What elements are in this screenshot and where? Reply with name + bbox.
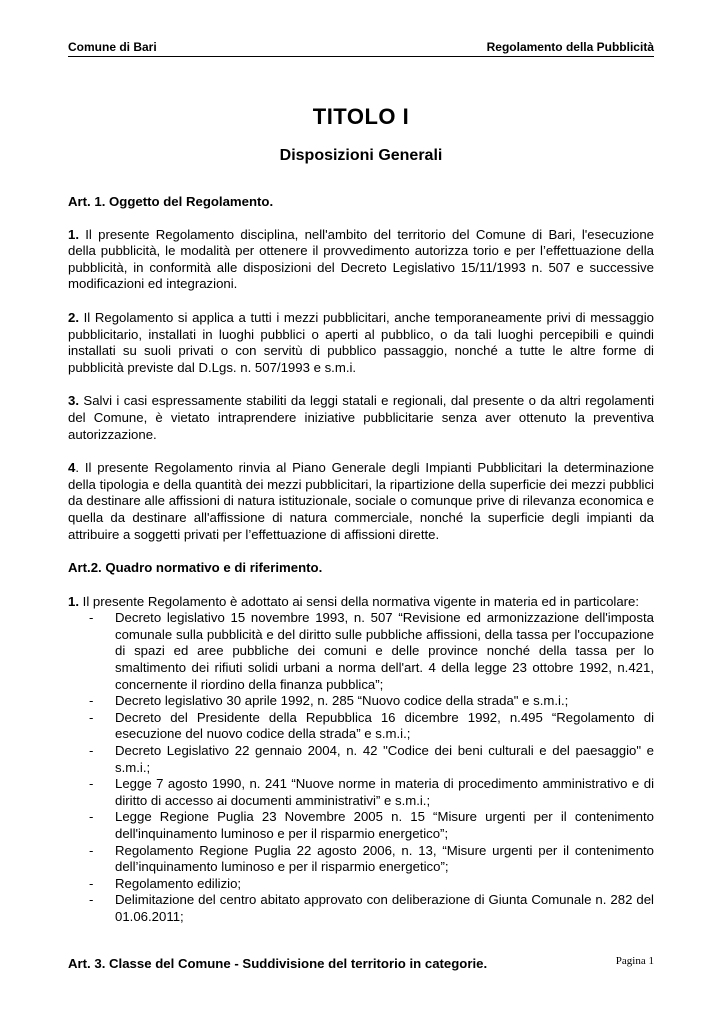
page-content bbox=[68, 100, 654, 972]
header-document-title: Regolamento della Pubblicità bbox=[486, 40, 654, 54]
page-number: Pagina 1 bbox=[615, 955, 654, 967]
section-subtitle: Disposizioni Generali bbox=[279, 147, 443, 164]
paragraph-text: Il Regolamento si applica a tutti i mezzi pubblicitari, anche temporaneamente privi di messaggio pubblicitario, installati in luoghi pubblici o aperti al pubblico, o da tali luoghi percepibili e quindi installati su suoli privati o con servitù di pubblico passaggio, nonché a tutte le altre forme di pubblicità previste dal D.Lgs. n. 507/1993 e s.m.i. bbox=[68, 309, 654, 375]
list-item: - Decreto Legislativo 22 gennaio 2004, n. 42 "Codice dei beni culturali e del paesaggio" e s.m.i.; bbox=[115, 743, 654, 776]
list-item: - Delimitazione del centro abitato approvato con deliberazione di Giunta Comunale n. 282 del 01.06.2011; bbox=[115, 892, 654, 925]
list-item: - Decreto del Presidente della Repubblica 16 dicembre 1992, n.495 “Regolamento di esecuzione del nuovo codice della strada” e s.m.i.; bbox=[115, 710, 654, 743]
article-1-paragraph-2 bbox=[68, 310, 654, 376]
paragraph-text: Il presente Regolamento è adottato ai sensi della normativa vigente in materia ed in particolare: bbox=[79, 593, 640, 609]
paragraph-number: 1. bbox=[68, 593, 79, 609]
page-header bbox=[68, 40, 654, 57]
article-1-paragraph-4 bbox=[68, 460, 654, 543]
article-1-paragraph-3 bbox=[68, 393, 654, 443]
list-item: - Legge 7 agosto 1990, n. 241 “Nuove norme in materia di procedimento amministrativo e di diritto di accesso ai documenti amministrativi” e s.m.i.; bbox=[115, 776, 654, 809]
list-item: - Legge Regione Puglia 23 Novembre 2005 n. 15 “Misure urgenti per il contenimento dell'inquinamento luminoso e per il risparmio energetico”; bbox=[115, 809, 654, 842]
paragraph-text: Il presente Regolamento disciplina, nell'ambito del territorio del Comune di Bari, l'esecuzione della pubblicità, le modalità per ottenere il provvedimento autorizza torio e per l’effettuazione della pubblicità, in conformità alle disposizioni del Decreto Legislativo 15/11/1993 n. 507 e successive modificazioni ed integrazioni. bbox=[68, 226, 654, 292]
article-1-paragraph-1 bbox=[68, 227, 654, 293]
list-item: - Regolamento edilizio; bbox=[115, 876, 654, 893]
article-2-intro bbox=[68, 594, 654, 611]
paragraph-text: Salvi i casi espressamente stabiliti da leggi statali e regionali, dal presente o da altri regolamenti del Comune, è vietato intraprendere iniziative pubblicitarie senza aver ottenuto la preventiva autorizzazione. bbox=[68, 393, 654, 442]
paragraph-number: 1. bbox=[68, 226, 79, 242]
list-item: - Decreto legislativo 15 novembre 1993, n. 507 “Revisione ed armonizzazione dell'imposta comunale sulla pubblicità e del diritto sulle pubbliche affissioni, della tassa per l'occupazione di spazi ed aree pubbliche dei comuni e delle province nonché della tassa per lo smaltimento dei rifiuti solidi urbani a norma dell'art. 4 della legge 23 ottobre 1992, n.421, concernente il riordino della finanza pubblica”; bbox=[115, 610, 654, 693]
article-3-title: Art. 3. Classe del Comune - Suddivisione del territorio in categorie. bbox=[68, 955, 488, 971]
paragraph-number: 2. bbox=[68, 309, 79, 325]
paragraph-text: . Il presente Regolamento rinvia al Piano Generale degli Impianti Pubblicitari la determinazione della tipologia e della quantità dei mezzi pubblicitari, la ripartizione della superficie dei mezzi pubblici da destinare alle affissioni di natura istituzionale, sociale o comunque prive di rilevanza economica e quella da destinare all'affissione di natura commerciale, nonché la superficie degli impianti da attribuire a soggetti privati per l’effettuazione di affissioni dirette. bbox=[68, 460, 654, 542]
article-2-title: Art.2. Quadro normativo e di riferimento. bbox=[68, 560, 323, 576]
paragraph-number: 3. bbox=[68, 393, 79, 409]
paragraph-number: 4 bbox=[68, 460, 76, 476]
list-item: - Decreto legislativo 30 aprile 1992, n. 285 “Nuovo codice della strada" e s.m.i.; bbox=[115, 693, 654, 710]
legislation-list bbox=[68, 610, 654, 925]
section-title: TITOLO I bbox=[312, 104, 410, 129]
list-item: - Regolamento Regione Puglia 22 agosto 2006, n. 13, “Misure urgenti per il contenimento dell’inquinamento luminoso e per il risparmio energetico”; bbox=[115, 843, 654, 876]
article-1-title: Art. 1. Oggetto del Regolamento. bbox=[68, 194, 274, 209]
header-municipality: Comune di Bari bbox=[68, 40, 157, 54]
